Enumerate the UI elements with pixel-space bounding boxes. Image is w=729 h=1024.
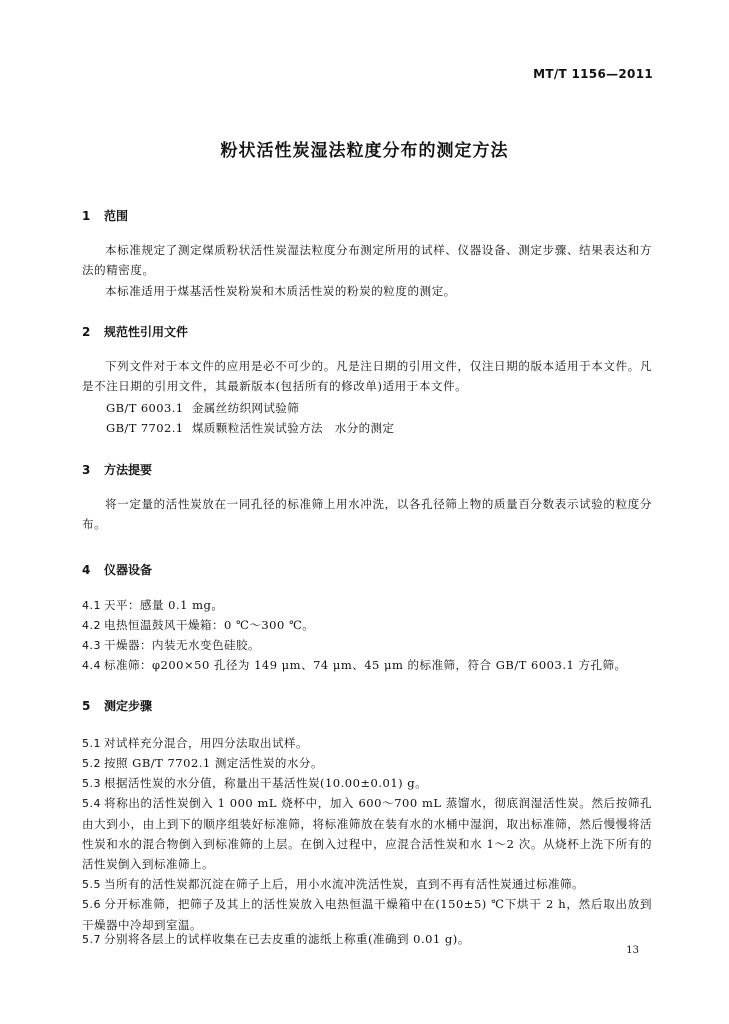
clause-number: 5.6 — [82, 898, 101, 911]
equipment-item — [82, 595, 652, 616]
section-number: 1 — [82, 209, 91, 223]
clause-number: 4.3 — [82, 639, 101, 652]
equipment-item — [82, 615, 652, 636]
section-1-paragraph-1: 本标准规定了测定煤质粉状活性炭湿法粒度分布测定所用的试样、仪器设备、测定步骤、结果表达和方法的精密度。 — [82, 243, 652, 277]
clause-number: 4.1 — [82, 599, 101, 612]
procedure-step — [82, 929, 652, 950]
section-number: 2 — [82, 325, 91, 339]
reference-code: GB/T 6003.1 — [106, 401, 184, 415]
reference-title: 金属丝纺织网试验筛 — [192, 401, 300, 415]
section-number: 5 — [82, 699, 91, 713]
clause-number: 4.2 — [82, 619, 101, 632]
section-title: 测定步骤 — [104, 699, 153, 713]
clause-text: 标准筛：φ200×50 孔径为 149 μm、74 μm、45 μm 的标准筛，符合 GB/T 6003.1 方孔筛。 — [104, 658, 627, 672]
clause-number: 5.4 — [82, 797, 101, 810]
section-title: 方法提要 — [104, 463, 153, 477]
section-number: 3 — [82, 463, 91, 477]
reference-code: GB/T 7702.1 — [106, 421, 184, 435]
clause-number: 5.3 — [82, 777, 101, 790]
section-5-heading — [82, 697, 152, 714]
procedure-step — [82, 773, 652, 794]
clause-number: 4.4 — [82, 659, 101, 672]
reference-2 — [106, 420, 394, 436]
section-1-heading — [82, 207, 128, 224]
section-title: 范围 — [104, 209, 129, 223]
section-3-paragraph-1: 将一定量的活性炭放在一同孔径的标准筛上用水冲洗，以各孔径筛上物的质量百分数表示试验的粒度分布。 — [82, 497, 652, 531]
procedure-step — [82, 733, 652, 754]
clause-text: 当所有的活性炭都沉淀在筛子上后，用小水流冲洗活性炭，直到不再有活性炭通过标准筛。 — [104, 877, 584, 891]
section-1-paragraph-2: 本标准适用于煤基活性炭粉炭和木质活性炭的粉炭的粒度的测定。 — [105, 284, 456, 298]
equipment-item — [82, 655, 652, 676]
section-3-heading — [82, 461, 152, 478]
clause-text: 将称出的活性炭倒入 1 000 mL 烧杯中，加入 600～700 mL 蒸馏水，彻底润湿活性炭。然后按筛孔由大到小，由上到下的顺序组装好标准筛，将标准筛放在装有水的水桶中湿润，取出标准筛，然后慢慢将活性炭和水的混合物倒入到标准筛的上层。在倒入过程中，应混合活性炭和水 1～2 次。从烧杯上洗下所有的活性炭倒入到标准筛上。 — [82, 796, 652, 871]
clause-text: 天平：感量 0.1 mg。 — [104, 598, 224, 612]
clause-number: 5.1 — [82, 737, 101, 750]
clause-text: 按照 GB/T 7702.1 测定活性炭的水分。 — [104, 756, 323, 770]
section-title: 仪器设备 — [104, 563, 153, 577]
clause-text: 电热恒温鼓风干燥箱：0 ℃～300 ℃。 — [104, 618, 315, 632]
procedure-step — [82, 793, 652, 874]
clause-number: 5.7 — [82, 933, 101, 946]
page-number: 13 — [626, 945, 639, 956]
reference-title: 煤质颗粒活性炭试验方法 水分的测定 — [192, 421, 395, 435]
section-2-paragraph-1: 下列文件对于本文件的应用是必不可少的。凡是注日期的引用文件，仅注日期的版本适用于本文件。凡是不注日期的引用文件，其最新版本(包括所有的修改单)适用于本文件。 — [82, 359, 652, 393]
procedure-step — [82, 753, 652, 774]
section-2-heading — [82, 323, 188, 340]
clause-text: 根据活性炭的水分值，称量出干基活性炭(10.00±0.01) g。 — [104, 776, 428, 790]
clause-number: 5.2 — [82, 757, 101, 770]
clause-text: 分开标准筛，把筛子及其上的活性炭放入电热恒温干燥箱中在(150±5) ℃下烘干 2 h，然后取出放到干燥器中冷却到室温。 — [82, 897, 652, 932]
reference-1 — [106, 400, 299, 416]
equipment-item — [82, 635, 652, 656]
clause-text: 对试样充分混合，用四分法取出试样。 — [104, 736, 308, 750]
section-4-heading — [82, 561, 152, 578]
section-title: 规范性引用文件 — [104, 325, 189, 339]
clause-number: 5.5 — [82, 878, 101, 891]
procedure-step — [82, 874, 652, 895]
document-title: 粉状活性炭湿法粒度分布的测定方法 — [220, 141, 509, 161]
clause-text: 分别将各层上的试样收集在已去皮重的滤纸上称重(准确到 0.01 g)。 — [104, 932, 470, 946]
standard-code: MT/T 1156—2011 — [533, 67, 653, 81]
section-number: 4 — [82, 563, 91, 577]
clause-text: 干燥器：内装无水变色硅胶。 — [104, 638, 260, 652]
